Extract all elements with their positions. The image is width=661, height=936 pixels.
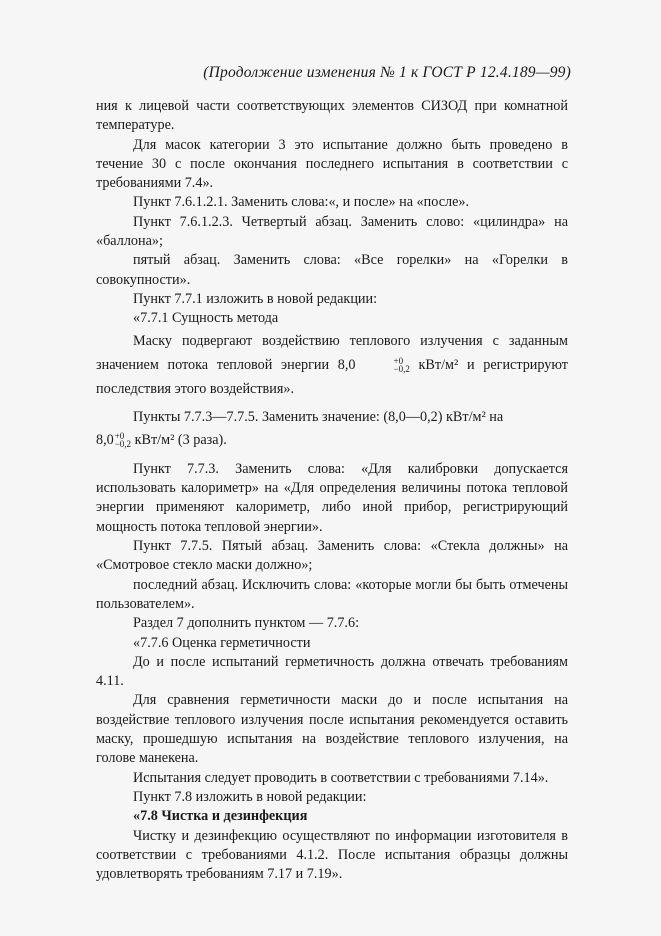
paragraph: Для масок категории 3 это испытание должно быть проведено в течение 30 с после окончания последнего испытания в соответствии с требованиями 7.4». (96, 136, 568, 192)
paragraph: Пункт 7.8 изложить в новой редакции: (133, 788, 367, 805)
section-heading: «7.7.1 Сущность метода (133, 310, 279, 327)
document-body (96, 97, 568, 884)
paragraph-with-value (96, 329, 568, 401)
value-tolerance (115, 432, 131, 448)
paragraph: Раздел 7 дополнить пунктом — 7.7.6: (133, 615, 360, 632)
paragraph: Пункт 7.6.1.2.3. Четвертый абзац. Заменить слово: «цилиндра» на «баллона»; (96, 213, 568, 250)
page-header: (Продолжение изменения № 1 к ГОСТ Р 12.4.189—99) (203, 64, 571, 81)
paragraph: Чистку и дезинфекцию осуществляют по информации изготовителя в соответствии с требованиями 4.1.2. После испытания образцы должны удовлетворять требованиям 7.17 и 7.19». (96, 827, 568, 883)
tolerance-minus: −0,2 (393, 363, 410, 374)
paragraph-text: Маску подвергают воздействию теплового излучения с заданным значением потока тепловой энергии (96, 332, 568, 373)
paragraph: Пункт 7.7.3. Заменить слова: «Для калибровки допускается использовать калориметр» на «Для определения величины потока тепловой энергии применяют калориметр, либо иной прибор, регистрирующий мощность потока тепловой энергии». (96, 460, 568, 535)
paragraph: Испытания следует проводить в соответствии с требованиями 7.14». (133, 769, 549, 786)
tolerance-plus: +0 (393, 355, 404, 366)
tolerance-plus: +0 (114, 430, 125, 441)
paragraph: пятый абзац. Заменить слова: «Все горелки» на «Горелки в совокупности». (96, 252, 568, 288)
paragraph: До и после испытаний герметичность должна отвечать требованиям 4.11. (96, 653, 568, 690)
paragraph-text: кВт/м² (3 раза). (134, 431, 227, 448)
section-heading-bold: «7.8 Чистка и дезинфекция (133, 808, 308, 825)
tolerance-minus: −0,2 (114, 438, 132, 449)
paragraph: ния к лицевой части соответствующих элементов СИЗОД при комнатной температуре. (96, 98, 568, 134)
paragraph-text: кВт/м² и регистрируют последствия этого воздействия». (96, 356, 568, 397)
paragraph: Пункт 7.6.1.2.1. Заменить слова:«, и после» на «после». (133, 194, 470, 211)
paragraph-with-value (96, 427, 568, 453)
paragraph: Для сравнения герметичности маски до и после испытания на воздействие теплового излучения после испытания рекомендуется оставить маску, прошедшую испытания на воздействие теплового излучения, на голове манекена. (96, 692, 568, 767)
paragraph: Пункт 7.7.5. Пятый абзац. Заменить слова: «Стекла должны» на «Смотровое стекло маски должно»; (96, 538, 568, 574)
value-number: 8,0 (96, 431, 114, 448)
section-heading: «7.7.6 Оценка герметичности (133, 634, 311, 651)
value-number: 8,0 (337, 356, 356, 373)
paragraph: последний абзац. Исключить слова: «которые могли бы быть отмечены пользователем». (96, 576, 568, 612)
paragraph: Пункты 7.7.3—7.7.5. Заменить значение: (8,0—0,2) кВт/м² на (133, 408, 504, 425)
value-tolerance (357, 357, 410, 373)
paragraph: Пункт 7.7.1 изложить в новой редакции: (133, 290, 378, 307)
